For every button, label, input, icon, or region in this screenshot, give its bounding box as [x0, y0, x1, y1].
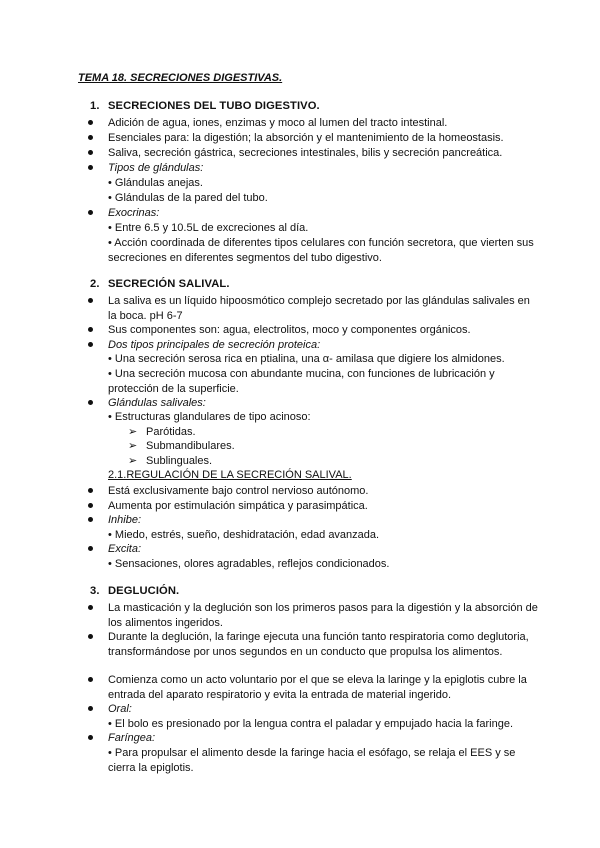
arrow-item — [128, 454, 212, 469]
arrow-item-label: Sublinguales. — [146, 455, 213, 467]
bullet: Faríngea: — [108, 731, 540, 746]
section-number: 1. — [90, 100, 100, 112]
document-title: TEMA 18. SECRECIONES DIGESTIVAS. — [78, 72, 283, 84]
sub-bullet: • Sensaciones, olores agradables, reflejos condicionados. — [108, 558, 390, 570]
bullet: Adición de agua, iones, enzimas y moco al lumen del tracto intestinal. — [108, 116, 540, 131]
sub-bullet: • Entre 6.5 y 10.5L de excreciones al día. — [108, 222, 309, 234]
bullet: Glándulas salivales: — [108, 396, 540, 411]
sub-bullet: • Para propulsar el alimento desde la faringe hacia el esófago, se relaja el EES y se cierra la epiglotis. — [108, 747, 516, 774]
arrow-icon: ➢ — [128, 455, 138, 467]
bullet: Inhibe: — [108, 513, 540, 528]
section-1-heading — [90, 100, 320, 112]
bullet: Tipos de glándulas: — [108, 161, 540, 176]
arrow-item — [128, 439, 235, 454]
section-title: SECRECIÓN SALIVAL. — [108, 278, 230, 290]
bullet: La saliva es un líquido hipoosmótico complejo secretado por las glándulas salivales en la boca. pH 6-7 — [108, 294, 540, 323]
arrow-item — [128, 425, 196, 440]
section-3-heading — [90, 585, 179, 597]
bullet: La masticación y la deglución son los primeros pasos para la digestión y la absorción de los alimentos ingeridos. — [108, 601, 540, 630]
bullet: Saliva, secreción gástrica, secreciones intestinales, bilis y secreción pancreática. — [108, 146, 540, 161]
sub-bullet: • Una secreción serosa rica en ptialina, una α- amilasa que digiere los almidones. — [108, 353, 505, 365]
sub-bullet: • Acción coordinada de diferentes tipos celulares con función secretora, que vierten sus secreciones en diferentes segmentos del tubo digestivo. — [108, 237, 534, 264]
sub-bullet: • Una secreción mucosa con abundante mucina, con funciones de lubricación y protección de la superficie. — [108, 368, 495, 395]
subsection-heading: 2.1.REGULACIÓN DE LA SECRECIÓN SALIVAL. — [108, 469, 352, 481]
arrow-icon: ➢ — [128, 440, 138, 452]
section-number: 3. — [90, 585, 100, 597]
section-2-heading — [90, 278, 230, 290]
bullet: Esenciales para: la digestión; la absorción y el mantenimiento de la homeostasis. — [108, 131, 540, 146]
bullet: Durante la deglución, la faringe ejecuta una función tanto respiratoria como deglutoria, transformándose por unos segundos en un conducto que propulsa los alimentos. — [108, 630, 540, 659]
section-title: SECRECIONES DEL TUBO DIGESTIVO. — [108, 100, 320, 112]
section-title: DEGLUCIÓN. — [108, 585, 180, 597]
bullet: Sus componentes son: agua, electrolitos, moco y componentes orgánicos. — [108, 323, 540, 338]
bullet: Exocrinas: — [108, 206, 540, 221]
sub-bullet: • Estructuras glandulares de tipo acinoso: — [108, 411, 311, 423]
arrow-item-label: Submandibulares. — [146, 440, 235, 452]
sub-bullet: • Miedo, estrés, sueño, deshidratación, edad avanzada. — [108, 529, 380, 541]
bullet: Oral: — [108, 702, 540, 717]
section-number: 2. — [90, 278, 100, 290]
sub-bullet: • Glándulas anejas. — [108, 177, 203, 189]
bullet: Aumenta por estimulación simpática y parasimpática. — [108, 499, 540, 514]
bullet: Comienza como un acto voluntario por el que se eleva la laringe y la epiglotis cubre la entrada del aparato respiratorio y evita la entrada de material ingerido. — [108, 673, 540, 702]
bullet: Dos tipos principales de secreción proteica: — [108, 338, 540, 353]
bullet: Está exclusivamente bajo control nervioso autónomo. — [108, 484, 540, 499]
sub-bullet: • Glándulas de la pared del tubo. — [108, 192, 268, 204]
sub-bullet: • El bolo es presionado por la lengua contra el paladar y empujado hacia la faringe. — [108, 718, 514, 730]
arrow-item-label: Parótidas. — [146, 426, 196, 438]
bullet: Excita: — [108, 542, 540, 557]
arrow-icon: ➢ — [128, 426, 138, 438]
